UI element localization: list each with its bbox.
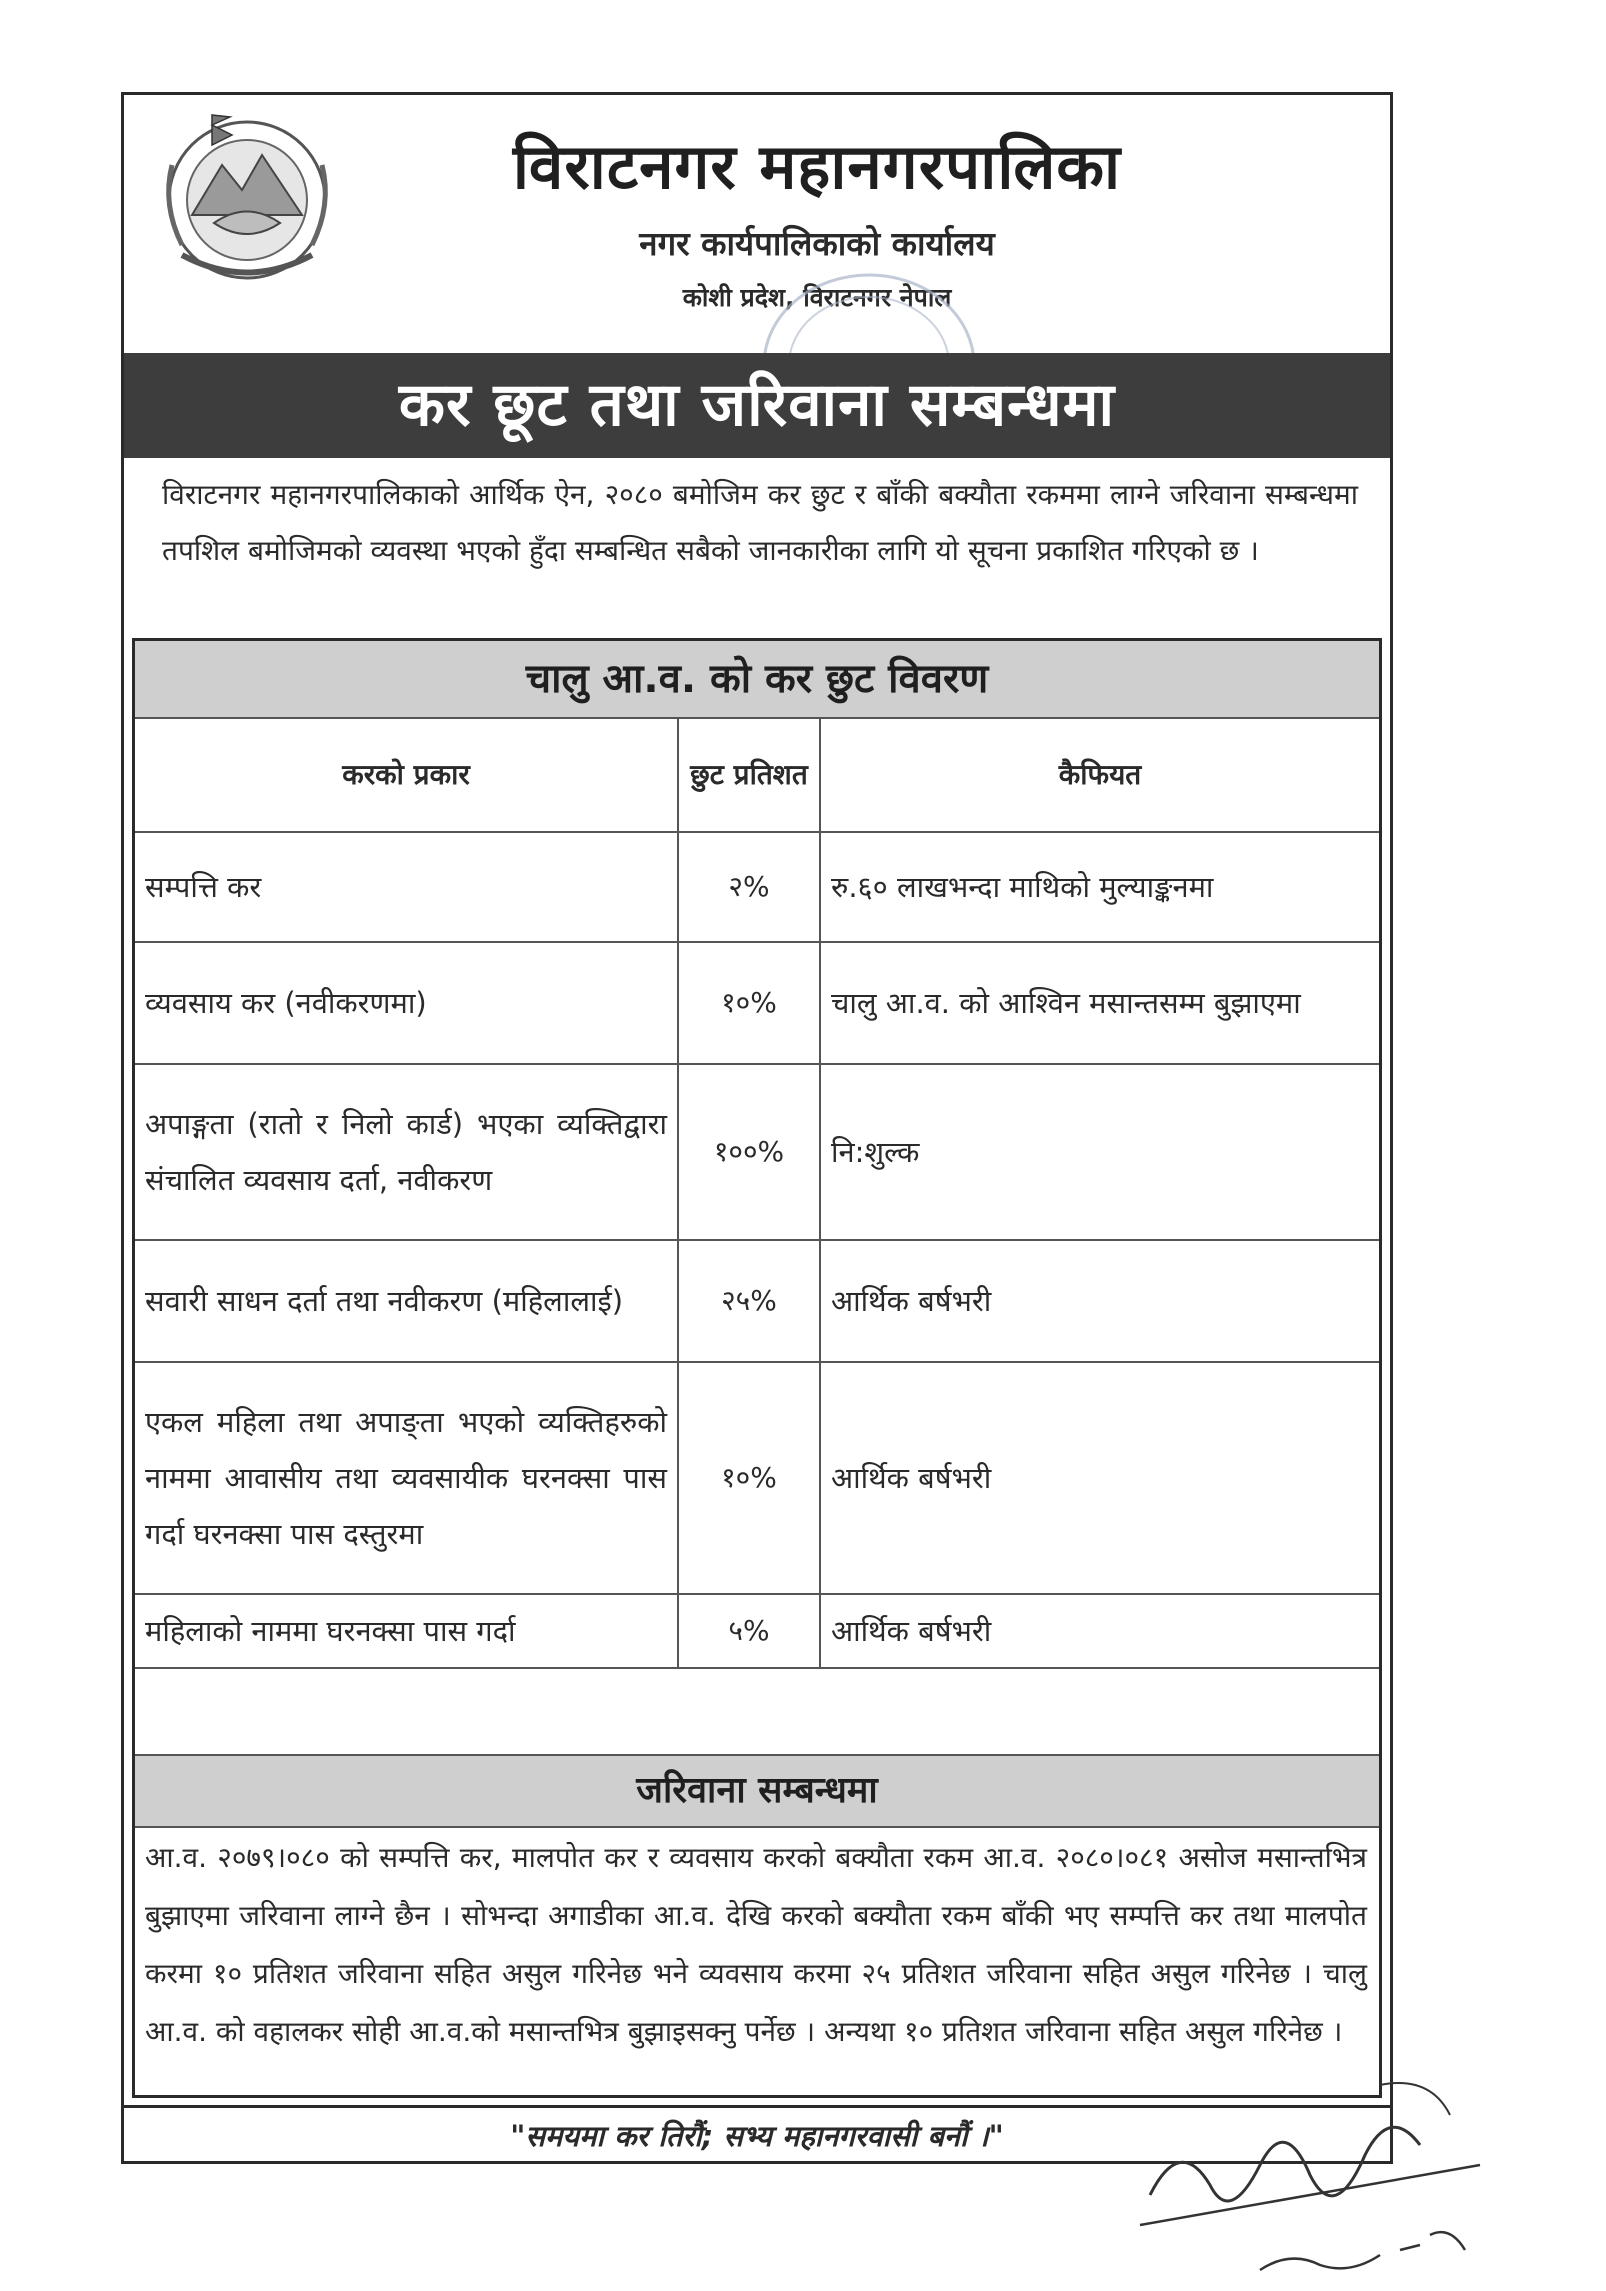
table-row: [135, 832, 1379, 942]
cell-tax-type: अपाङ्गता (रातो र निलो कार्ड) भएका व्यक्तिद्वारा संचालित व्यवसाय दर्ता, नवीकरण: [135, 1064, 678, 1240]
table-header-row: [135, 717, 1379, 832]
table-row: [135, 1362, 1379, 1594]
table-row: [135, 1240, 1379, 1362]
cell-tax-type: एकल महिला तथा अपाङ्ता भएको व्यक्तिहरुको नाममा आवासीय तथा व्यवसायीक घरनक्सा पास गर्दा घरनक्सा पास दस्तुरमा: [135, 1362, 678, 1594]
tax-table-section: [132, 638, 1382, 2098]
cell-remark: चालु आ.व. को आश्विन मसान्तसम्म बुझाएमा: [820, 942, 1379, 1064]
office-title: विराटनगर महानगरपालिका: [512, 130, 1122, 203]
letterhead: [124, 95, 1390, 356]
cell-remark: रु.६० लाखभन्दा माथिको मुल्याङ्कनमा: [820, 832, 1379, 942]
handwritten-signature-icon: [1120, 2075, 1500, 2285]
notice-frame: [121, 92, 1393, 2164]
cell-percent: ५%: [678, 1594, 820, 1668]
office-address: कोशी प्रदेश, विराटनगर नेपाल: [682, 283, 952, 312]
column-header-tax-type: करको प्रकार: [135, 717, 678, 832]
cell-percent: १०%: [678, 1362, 820, 1594]
cell-percent: २%: [678, 832, 820, 942]
cell-remark: नि:शुल्क: [820, 1064, 1379, 1240]
office-subtitle: नगर कार्यपालिकाको कार्यालय: [639, 224, 995, 263]
tax-exemption-table: [135, 717, 1379, 1669]
cell-tax-type: महिलाको नाममा घरनक्सा पास गर्दा: [135, 1594, 678, 1668]
intro-paragraph: विराटनगर महानगरपालिकाको आर्थिक ऐन, २०८० बमोजिम कर छुट र बाँकी बक्यौता रकममा लाग्ने जरिवाना सम्बन्धमा तपशिल बमोजिमको व्यवस्था भएको हुँदा सम्बन्धित सबैको जानकारीका लागि यो सूचना प्रकाशित गरिएको छ ।: [162, 478, 1358, 567]
table-row: [135, 942, 1379, 1064]
table-row: [135, 1064, 1379, 1240]
cell-remark: आर्थिक बर्षभरी: [820, 1594, 1379, 1668]
cell-remark: आर्थिक बर्षभरी: [820, 1240, 1379, 1362]
table-row: [135, 1594, 1379, 1668]
notice-banner: कर छूट तथा जरिवाना सम्बन्धमा: [124, 353, 1390, 458]
cell-remark: आर्थिक बर्षभरी: [820, 1362, 1379, 1594]
cell-tax-type: सम्पत्ति कर: [135, 832, 678, 942]
cell-tax-type: व्यवसाय कर (नवीकरणमा): [135, 942, 678, 1064]
column-header-remark: कैफियत: [820, 717, 1379, 832]
tax-exemption-heading: चालु आ.व. को कर छुट विवरण: [135, 641, 1379, 719]
cell-percent: २५%: [678, 1240, 820, 1362]
cell-tax-type: सवारी साधन दर्ता तथा नवीकरण (महिलालाई): [135, 1240, 678, 1362]
penalty-heading: जरिवाना सम्बन्धमा: [135, 1754, 1379, 1828]
penalty-paragraph: आ.व. २०७९।०८० को सम्पत्ति कर, मालपोत कर र व्यवसाय करको बक्यौता रकम आ.व. २०८०।०८१ असोज मसान्तभित्र बुझाएमा जरिवाना लाग्ने छैन । सोभन्दा अगाडीका आ.व. देखि करको बक्यौता रकम बाँकी भए सम्पत्ति कर तथा मालपोत करमा १० प्रतिशत जरिवाना सहित असुल गरिनेछ भने व्यवसाय करमा २५ प्रतिशत जरिवाना सहित असुल गरिनेछ । चालु आ.व. को वहालकर सोही आ.व.को मसान्तभित्र बुझाइसक्नु पर्नेछ । अन्यथा १० प्रतिशत जरिवाना सहित असुल गरिनेछ ।: [145, 1841, 1367, 2048]
cell-percent: १०%: [678, 942, 820, 1064]
column-header-percent: छुट प्रतिशत: [678, 717, 820, 832]
cell-percent: १००%: [678, 1064, 820, 1240]
slogan-footer: "समयमा कर तिरौं; सभ्य महानगरवासी बनौं ।": [124, 2105, 1390, 2164]
